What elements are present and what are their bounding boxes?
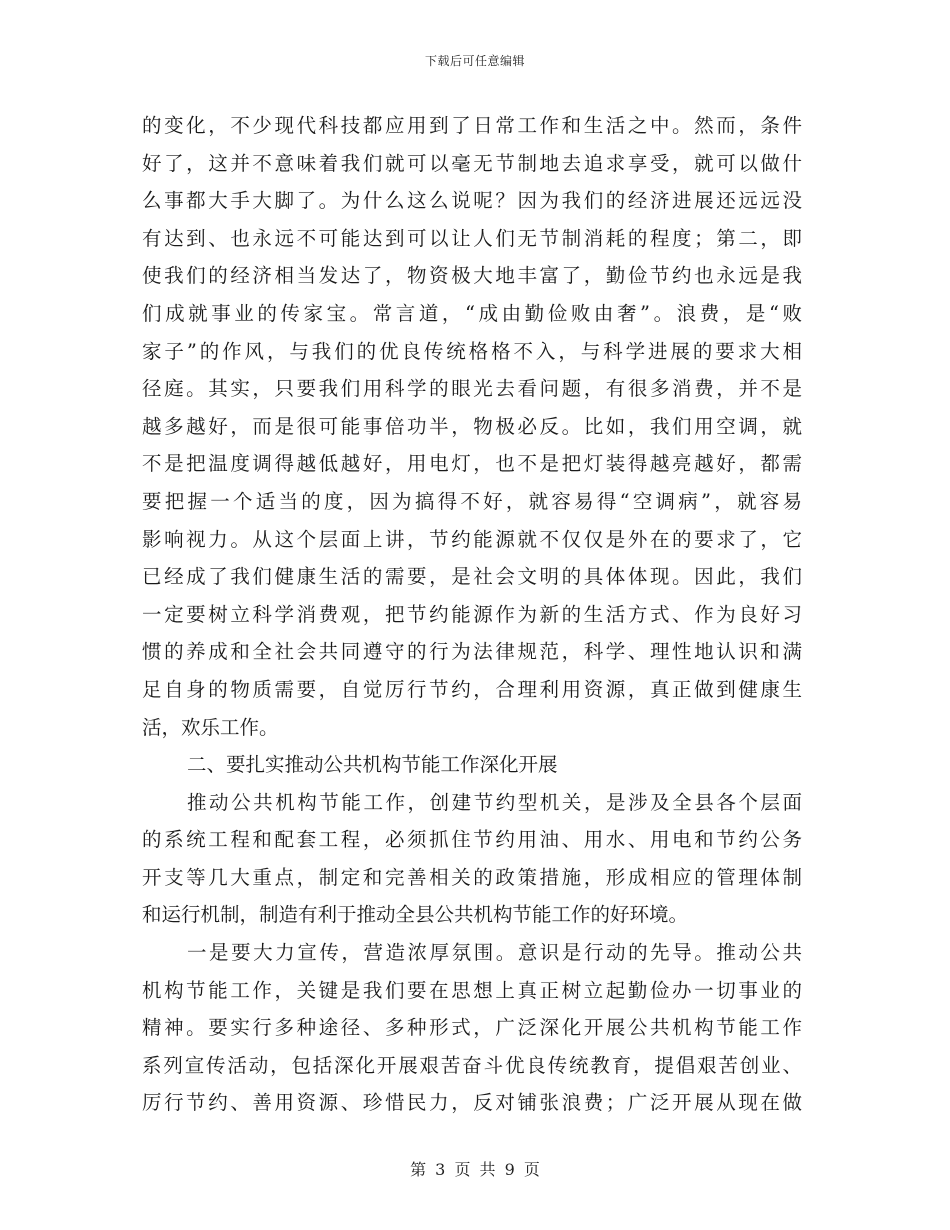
body-line: 使我们的经济相当发达了，物资极大地丰富了，勤俭节约也永远是我 [142, 264, 802, 288]
body-line: 有达到、也永远不可能达到可以让人们无节制消耗的程度；第二，即 [142, 226, 802, 250]
body-line: 厉行节约、善用资源、珍惜民力，反对铺张浪费；广泛开展从现在做 [142, 1091, 802, 1115]
body-line: 影响视力。从这个层面上讲，节约能源就不仅仅是外在的要求了，它 [142, 527, 802, 551]
body-line: 家子”的作风，与我们的优良传统格格不入，与科学进展的要求大相 [142, 339, 802, 363]
body-line: 的变化，不少现代科技都应用到了日常工作和生活之中。然而，条件 [142, 114, 802, 137]
body-line: 要把握一个适当的度，因为搞得不好，就容易得“空调病”，就容易 [142, 489, 802, 513]
body-line: 足自身的物质需要，自觉厉行节约，合理利用资源，真正做到健康生 [142, 677, 802, 701]
body-line: 和运行机制，制造有利于推动全县公共机构节能工作的好环境。 [142, 903, 689, 927]
body-line: 们成就事业的传家宝。常言道，“成由勤俭败由奢”。浪费，是“败 [142, 301, 802, 325]
body-line: 越多越好，而是很可能事倍功半，物极必反。比如，我们用空调，就 [142, 414, 802, 438]
body-line: 惯的养成和全社会共同遵守的行为法律规范，科学、理性地认识和满 [142, 640, 802, 664]
body-line: 好了，这并不意味着我们就可以毫无节制地去追求享受，就可以做什 [142, 151, 802, 175]
body-line: 么事都大手大脚了。为什么这么说呢？因为我们的经济进展还远远没 [142, 189, 802, 213]
page-number-footer: 第 3 页 共 9 页 [410, 1160, 540, 1179]
body-line: 推动公共机构节能工作，创建节约型机关，是涉及全县各个层面 [187, 790, 802, 814]
body-line: 不是把温度调得越低越好，用电灯，也不是把灯装得越亮越好，都需 [142, 452, 802, 476]
body-line: 已经成了我们健康生活的需要，是社会文明的具体体现。因此，我们 [142, 565, 802, 589]
body-line: 精神。要实行多种途径、多种形式，广泛深化开展公共机构节能工作 [142, 1016, 802, 1040]
body-line: 径庭。其实，只要我们用科学的眼光去看问题，有很多消费，并不是 [142, 377, 802, 401]
body-line: 开支等几大重点，制定和完善相关的政策措施，形成相应的管理体制 [142, 865, 802, 889]
section-heading: 二、要扎实推动公共机构节能工作深化开展 [187, 753, 558, 777]
body-line: 一是要大力宣传，营造浓厚氛围。意识是行动的先导。推动公共 [187, 941, 802, 965]
body-line: 活，欢乐工作。 [142, 715, 279, 739]
body-line: 一定要树立科学消费观，把节约能源作为新的生活方式、作为良好习 [142, 602, 802, 626]
body-line: 系列宣传活动，包括深化开展艰苦奋斗优良传统教育，提倡艰苦创业、 [142, 1053, 802, 1077]
page-header: 下载后可任意编辑 [424, 54, 525, 68]
body-line: 机构节能工作，关键是我们要在思想上真正树立起勤俭办一切事业的 [142, 978, 802, 1002]
body-line: 的系统工程和配套工程，必须抓住节约用油、用水、用电和节约公务 [142, 828, 802, 852]
document-body [142, 107, 802, 1122]
